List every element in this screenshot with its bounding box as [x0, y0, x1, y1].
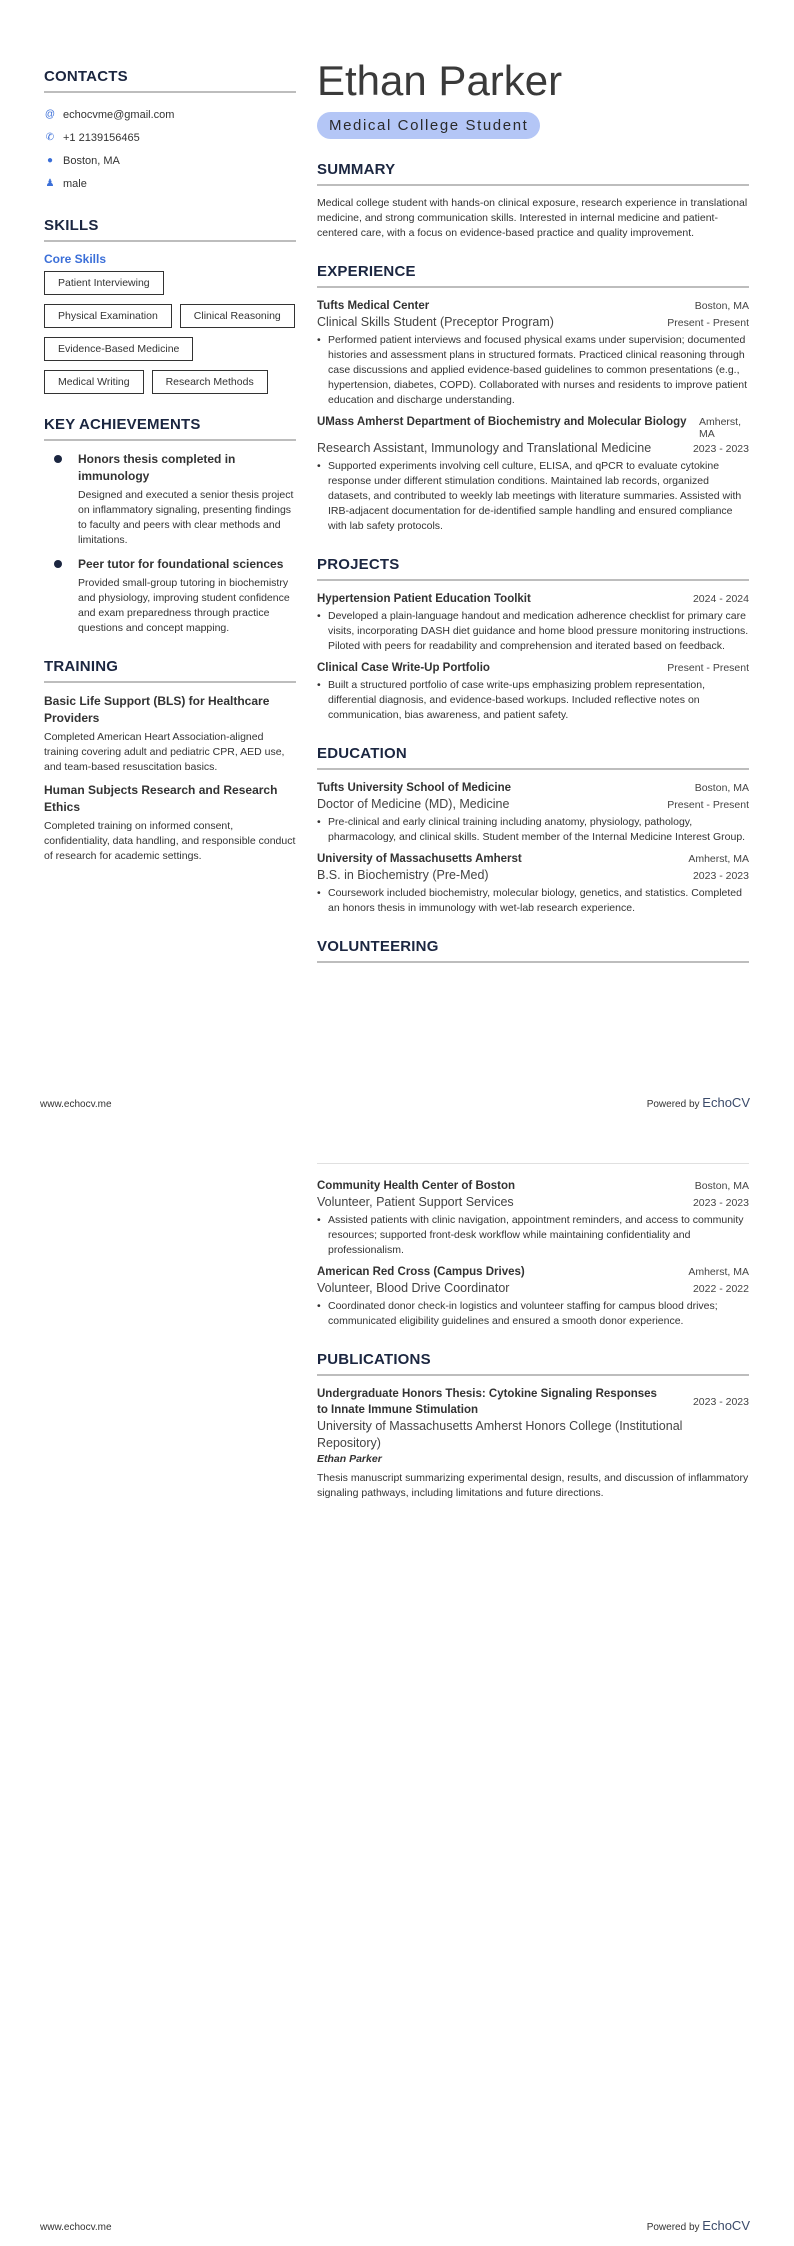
dates: Present - Present [667, 317, 749, 329]
experience-item [317, 414, 749, 534]
org-name: American Red Cross (Campus Drives) [317, 1266, 525, 1278]
right-column [317, 58, 749, 985]
experience-section [317, 263, 749, 534]
divider [317, 1163, 749, 1164]
bullet-text: • Built a structured portfolio of case write-ups emphasizing problem representation, differential diagnosis, and evidence-based workups. Included reflective notes on communication, bias awareness, and patient safety. [317, 678, 749, 723]
location-text: Boston, MA [63, 154, 120, 167]
org-name: UMass Amherst Department of Biochemistry and Molecular Biology [317, 416, 687, 428]
skill-tag: Research Methods [152, 370, 268, 394]
project-name: Clinical Case Write-Up Portfolio [317, 662, 490, 674]
publication-title: Undergraduate Honors Thesis: Cytokine Signaling Responses to Innate Immune Stimulation [317, 1388, 657, 1416]
brand-logo: EchoCV [702, 1095, 750, 1110]
achievements-section [44, 416, 296, 636]
experience-item [317, 298, 749, 408]
footer-site-link[interactable]: www.echocv.me [40, 1099, 112, 1110]
bullet-text: • Pre-clinical and early clinical training including anatomy, physiology, pathology, pharmacology, and clinical skills. Student member of the Internal Medicine Interest Group. [317, 815, 749, 845]
bullet-text: • Coursework included biochemistry, molecular biology, genetics, and statistics. Completed an honors thesis in immunology with wet-lab research experience. [317, 886, 749, 916]
bullet-icon [54, 560, 62, 568]
footer-site-link[interactable]: www.echocv.me [40, 2222, 112, 2233]
role: Volunteer, Patient Support Services [317, 1195, 514, 1209]
author: Ethan Parker [317, 1453, 382, 1465]
contact-gender [44, 172, 296, 195]
dates: 2024 - 2024 [692, 593, 749, 605]
dates: 2023 - 2023 [692, 1396, 749, 1408]
volunteer-item [317, 1264, 749, 1329]
section-heading: SKILLS [44, 217, 296, 242]
location-pin-icon: ● [46, 155, 54, 166]
location: Boston, MA [694, 782, 749, 794]
project-item [317, 660, 749, 723]
school-name: University of Massachusetts Amherst [317, 853, 522, 865]
dates: 2022 - 2022 [692, 1283, 749, 1295]
section-heading: SUMMARY [317, 161, 749, 186]
role: Research Assistant, Immunology and Translational Medicine [317, 441, 652, 455]
bullet-text: • Supported experiments involving cell culture, ELISA, and qPCR to evaluate cytokine response under different stimulation conditions. Maintained lab records, organized datasets, and contributed to weekly lab meetings with literature summaries. Assisted with IRB-adjacent documentation for de-identified sample handling and ensured compliance with lab safety protocols. [317, 459, 749, 534]
achievement-title: Peer tutor for foundational sciences [78, 557, 284, 571]
right-column [317, 1163, 749, 1523]
training-item [44, 782, 296, 864]
skill-group-title: Core Skills [44, 252, 107, 266]
education-item [317, 780, 749, 845]
school-name: Tufts University School of Medicine [317, 782, 512, 794]
footer-powered-by[interactable] [647, 1095, 750, 1110]
at-icon: @ [44, 109, 56, 120]
dates: Present - Present [667, 799, 749, 811]
summary-section [317, 161, 749, 241]
location: Amherst, MA [699, 416, 742, 440]
skills-section [44, 217, 296, 394]
role: Clinical Skills Student (Preceptor Program) [317, 315, 554, 329]
publication-item [317, 1386, 749, 1501]
powered-by-text: Powered by [646, 2222, 700, 2233]
dates: 2023 - 2023 [692, 1197, 749, 1209]
org-name: Community Health Center of Boston [317, 1180, 516, 1192]
training-title: Human Subjects Research and Research Ethics [44, 783, 278, 814]
person-icon: ♟ [45, 178, 55, 189]
org-name: Tufts Medical Center [317, 300, 430, 312]
degree: Doctor of Medicine (MD), Medicine [317, 797, 510, 811]
role: Volunteer, Blood Drive Coordinator [317, 1281, 510, 1295]
section-heading: CONTACTS [44, 68, 296, 93]
section-heading: EDUCATION [317, 745, 749, 770]
dates: 2023 - 2023 [692, 870, 749, 882]
resume-page-2 [0, 1123, 794, 2246]
job-title-badge: Medical College Student [317, 112, 540, 139]
project-name: Hypertension Patient Education Toolkit [317, 593, 531, 605]
summary-text: Medical college student with hands-on clinical exposure, research experience in translational medicine, and strong communication skills. Interested in internal medicine and patient-centered care, with a focus on evidence-based practice and quality improvement. [317, 197, 748, 239]
bullet-text: • Performed patient interviews and focused physical exams under supervision; documented histories and assessment plans in structured formats. Practiced clinical reasoning through case discussions and applied evidence-based guidelines to common presentations (e.g., hypertension, diabetes, COPD). Collaborated with nurses and residents to improve patient education and discharge understanding. [317, 333, 749, 408]
bullet-text: • Developed a plain-language handout and medication adherence checklist for primary care visits, incorporating DASH diet guidance and home blood pressure monitoring instructions. Piloted with peers for readability and comprehension and iterated based on feedback. [317, 609, 749, 654]
volunteering-section [317, 938, 749, 963]
training-item [44, 693, 296, 775]
contact-email[interactable] [44, 103, 296, 126]
contact-phone [44, 126, 296, 149]
contacts-section [44, 68, 296, 195]
achievement-item [54, 451, 296, 548]
bullet-icon [54, 455, 62, 463]
powered-by-text: Powered by [646, 1099, 700, 1110]
skill-tag: Physical Examination [44, 304, 172, 328]
project-item [317, 591, 749, 654]
section-heading: KEY ACHIEVEMENTS [44, 416, 296, 441]
achievement-desc: Designed and executed a senior thesis project on inflammatory signaling, presenting findings to faculty and peers with clear methods and limitations. [78, 489, 294, 546]
section-heading: TRAINING [44, 658, 296, 683]
gender-text: male [63, 177, 87, 190]
candidate-name: Ethan Parker [317, 57, 563, 104]
skill-tag: Patient Interviewing [44, 271, 164, 295]
training-desc: Completed training on informed consent, confidentiality, data handling, and responsible conduct of research for academic settings. [44, 820, 296, 862]
publications-section [317, 1351, 749, 1501]
bullet-text: • Coordinated donor check-in logistics and volunteer staffing for campus blood drives; communicated eligibility guidelines and ensured a smooth donor experience. [317, 1299, 749, 1329]
volunteer-item [317, 1178, 749, 1258]
location: Boston, MA [694, 300, 749, 312]
publisher: University of Massachusetts Amherst Honors College (Institutional Repository) [317, 1419, 683, 1450]
training-title: Basic Life Support (BLS) for Healthcare Providers [44, 694, 270, 725]
dates: Present - Present [667, 662, 749, 674]
skill-tag: Medical Writing [44, 370, 144, 394]
phone-text: +1 2139156465 [63, 131, 140, 144]
left-column [44, 68, 296, 886]
education-item [317, 851, 749, 916]
publication-desc: Thesis manuscript summarizing experimental design, results, and discussion of inflammatory signaling pathways, including limitations and future directions. [317, 1472, 749, 1499]
volunteering-continued [317, 1178, 749, 1329]
section-heading: EXPERIENCE [317, 263, 749, 288]
email-text: echocvme@gmail.com [63, 108, 175, 121]
location: Boston, MA [694, 1180, 749, 1192]
skill-tag: Clinical Reasoning [180, 304, 295, 328]
education-section [317, 745, 749, 916]
achievement-item [54, 556, 296, 636]
skill-tag: Evidence-Based Medicine [44, 337, 193, 361]
bullet-text: • Assisted patients with clinic navigation, appointment reminders, and access to community resources; supported front-desk workflow while maintaining confidentiality and professionalism. [317, 1213, 749, 1258]
achievement-desc: Provided small-group tutoring in biochemistry and physiology, improving student confidence and exam preparedness through practice questions and concept mapping. [78, 577, 290, 634]
location: Amherst, MA [688, 1266, 749, 1278]
projects-section [317, 556, 749, 723]
location: Amherst, MA [688, 853, 749, 865]
footer-powered-by[interactable] [647, 2218, 750, 2233]
degree: B.S. in Biochemistry (Pre-Med) [317, 868, 489, 882]
brand-logo: EchoCV [702, 2218, 750, 2233]
section-heading: PUBLICATIONS [317, 1351, 749, 1376]
dates: 2023 - 2023 [692, 442, 749, 455]
training-desc: Completed American Heart Association-aligned training covering adult and pediatric CPR, AED use, and team-based resuscitation basics. [44, 731, 285, 773]
phone-icon: ✆ [45, 132, 55, 143]
training-section [44, 658, 296, 864]
section-heading: VOLUNTEERING [317, 938, 749, 963]
achievement-title: Honors thesis completed in immunology [78, 452, 236, 483]
contact-location [44, 149, 296, 172]
section-heading: PROJECTS [317, 556, 749, 581]
